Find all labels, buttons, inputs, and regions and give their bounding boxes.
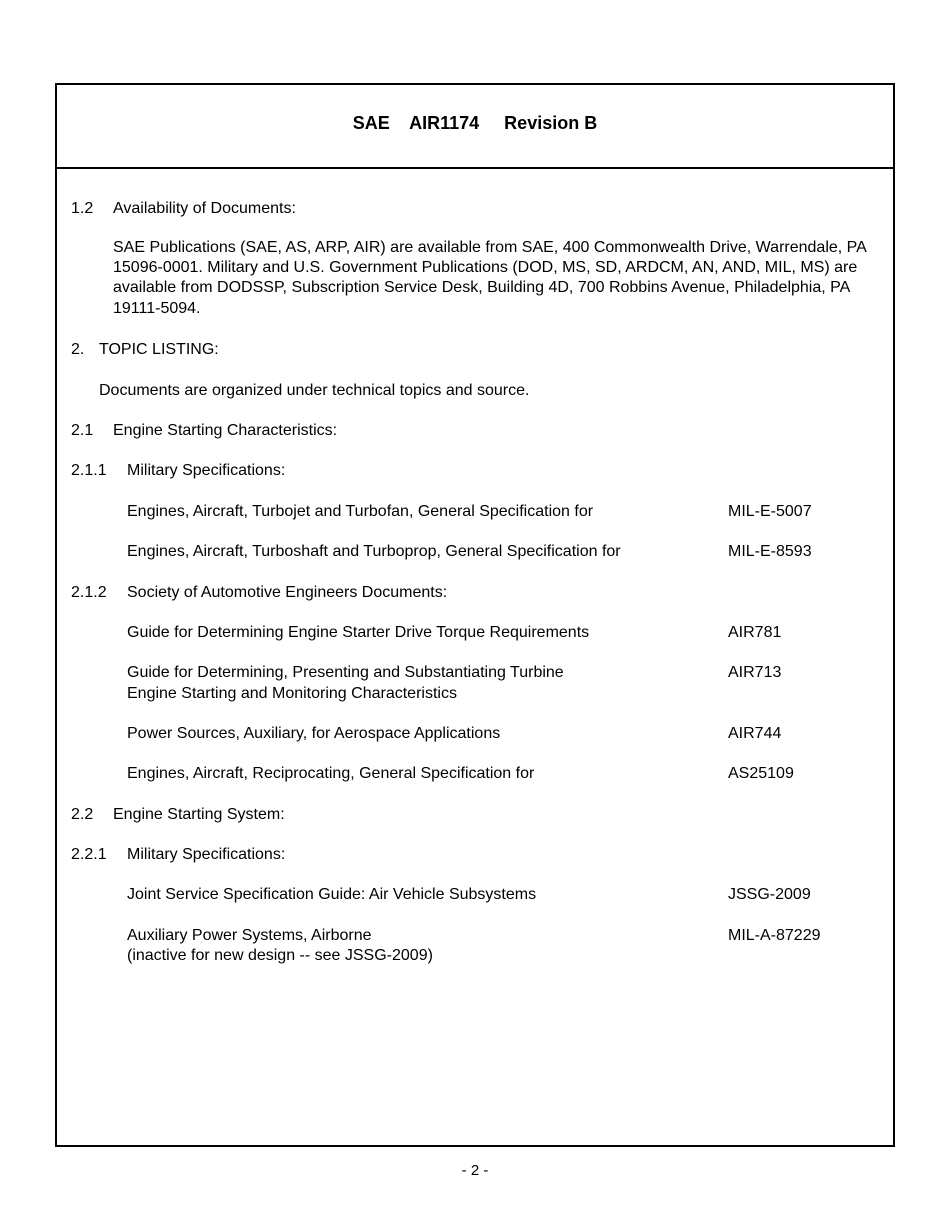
section-number-2-2-1: 2.2.1 [71, 846, 107, 863]
spec-title: Engines, Aircraft, Reciprocating, General Specification for [127, 765, 535, 782]
section-number-2-2: 2.2 [71, 806, 94, 823]
spec-title: Guide for Determining Engine Starter Drive Torque Requirements [127, 624, 590, 641]
spec-doc-number: AIR713 [728, 664, 782, 681]
page-header [57, 85, 893, 169]
availability-paragraph: SAE Publications (SAE, AS, ARP, AIR) are available from SAE, 400 Commonwealth Drive, Warrendale, PA 15096-0001. Military and U.S. Government Publications (DOD, MS, SD, ARDCM, AN, AND, MIL, MS) are available from DODSSP, Subscription Service Desk, Building 4D, 700 Robbins Avenue, Philadelphia, PA 19111-5094. [113, 239, 866, 317]
spec-doc-number: AIR744 [728, 725, 782, 742]
spec-doc-number: JSSG-2009 [728, 886, 811, 903]
spec-title: Engines, Aircraft, Turbojet and Turbofan, General Specification for [127, 503, 594, 520]
section-number-2-1-1: 2.1.1 [71, 462, 107, 479]
section-heading-2-1: Engine Starting Characteristics: [113, 422, 338, 439]
section-heading-2: TOPIC LISTING: [99, 341, 219, 358]
spec-doc-number: MIL-E-5007 [728, 503, 812, 520]
spec-title-continued: (inactive for new design -- see JSSG-2009) [127, 947, 433, 964]
spec-title: Joint Service Specification Guide: Air Vehicle Subsystems [127, 886, 537, 903]
spec-title: Power Sources, Auxiliary, for Aerospace Applications [127, 725, 501, 742]
document-title: SAE AIR1174 Revision B [352, 113, 598, 133]
topic-listing-intro: Documents are organized under technical topics and source. [99, 382, 530, 399]
section-heading-1-2: Availability of Documents: [113, 200, 296, 217]
spec-doc-number: MIL-A-87229 [728, 927, 821, 944]
spec-title: Auxiliary Power Systems, Airborne [127, 927, 372, 944]
section-heading-2-2-1: Military Specifications: [127, 846, 286, 863]
section-number-2: 2. [71, 341, 85, 358]
spec-doc-number: AIR781 [728, 624, 782, 641]
spec-title: Guide for Determining, Presenting and Substantiating Turbine [127, 664, 564, 681]
spec-doc-number: MIL-E-8593 [728, 543, 812, 560]
page-frame [55, 83, 895, 1147]
section-heading-2-1-1: Military Specifications: [127, 462, 286, 479]
section-number-2-1-2: 2.1.2 [71, 584, 107, 601]
page-number: - 2 - [461, 1162, 489, 1179]
section-heading-2-1-2: Society of Automotive Engineers Documents: [127, 584, 448, 601]
section-number-1-2: 1.2 [71, 200, 94, 217]
spec-title: Engines, Aircraft, Turboshaft and Turboprop, General Specification for [127, 543, 621, 560]
section-heading-2-2: Engine Starting System: [113, 806, 285, 823]
section-number-2-1: 2.1 [71, 422, 94, 439]
spec-title-continued: Engine Starting and Monitoring Characteristics [127, 685, 457, 702]
spec-doc-number: AS25109 [728, 765, 794, 782]
